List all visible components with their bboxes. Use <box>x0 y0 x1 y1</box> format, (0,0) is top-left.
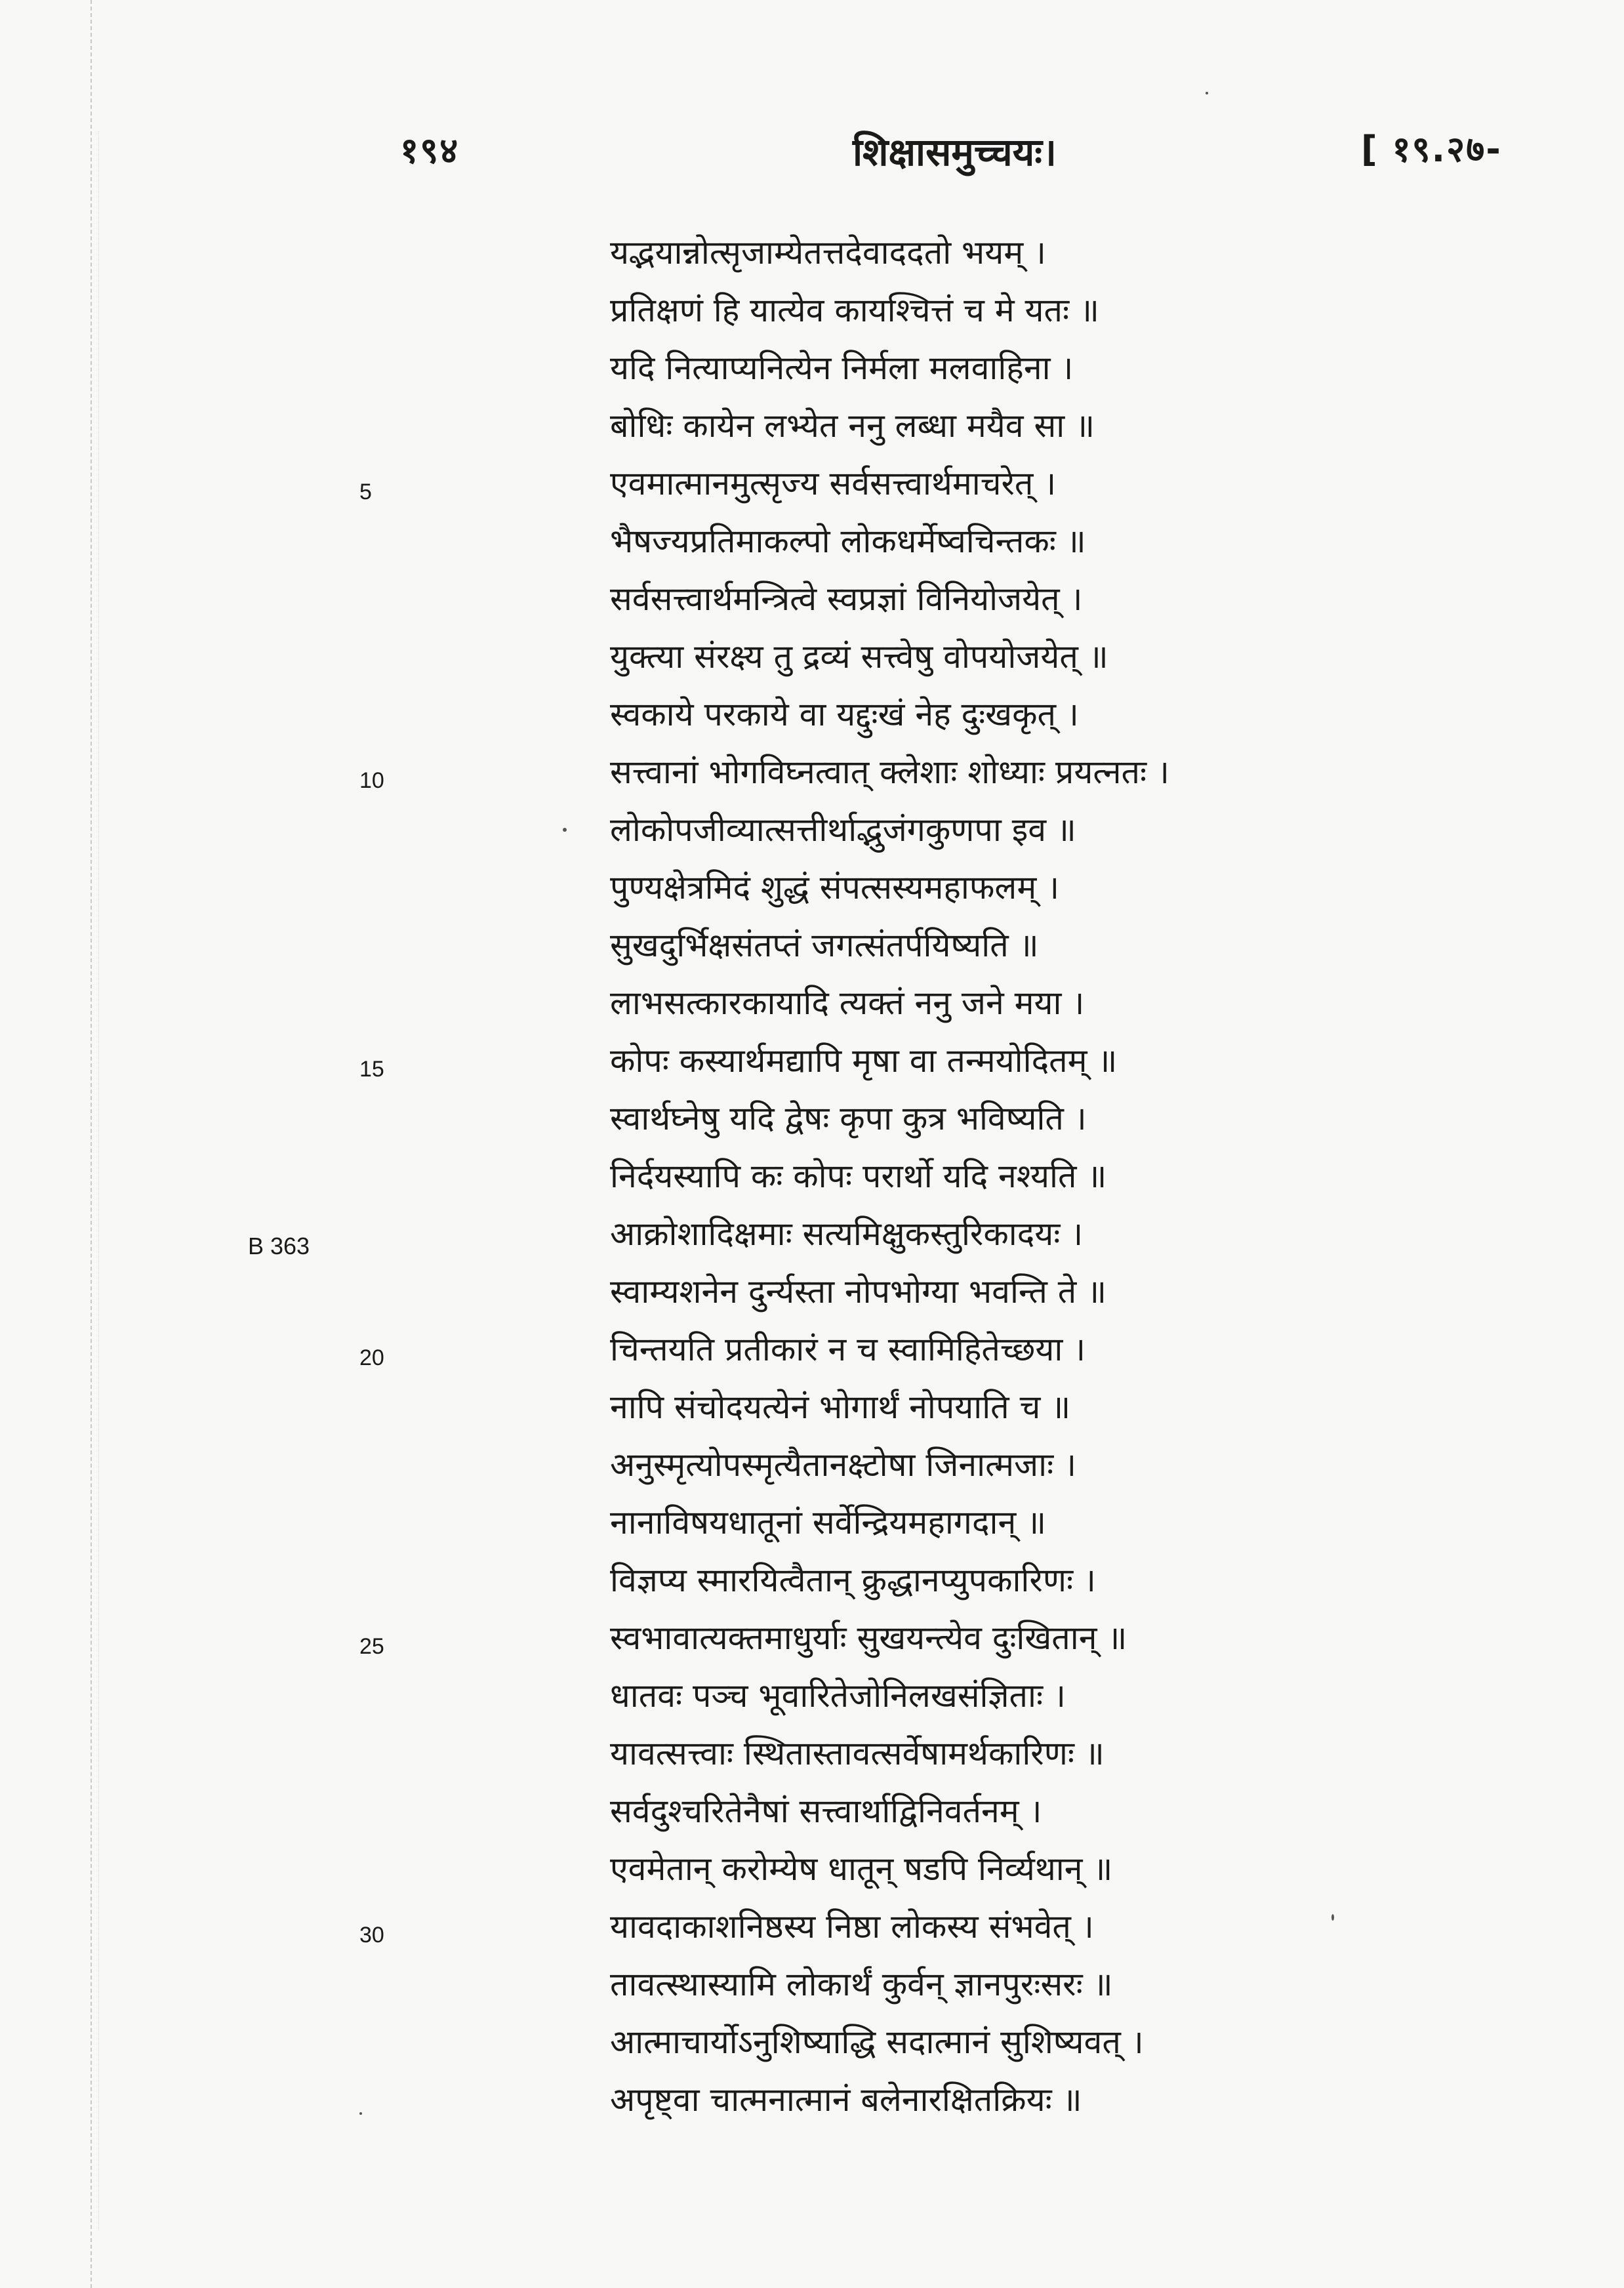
verse-line: स्वकाये परकाये वा यद्दुःखं नेह दुःखकृत् । <box>610 695 1079 733</box>
page-number: १९४ <box>400 130 460 171</box>
line-number: 10 <box>359 768 384 793</box>
line-number: 5 <box>359 480 372 504</box>
verse-line: भैषज्यप्रतिमाकल्पो लोकधर्मेष्वचिन्तकः ॥ <box>610 522 1086 560</box>
verse-line: एवमेतान् करोम्येष धातून् षडपि निर्व्यथान् ॥ <box>610 1850 1113 1888</box>
print-speck <box>1331 1914 1334 1921</box>
verse-line: लाभसत्कारकायादि त्यक्तं ननु जने मया । <box>610 984 1085 1022</box>
verse-line: धातवः पञ्च भूवारितेजोनिलखसंज्ञिताः । <box>610 1677 1066 1715</box>
verse-line: नापि संचोदयत्येनं भोगार्थं नोपयाति च ॥ <box>610 1388 1071 1426</box>
verse-line: कोपः कस्यार्थमद्यापि मृषा वा तन्मयोदितम् ॥ <box>610 1042 1118 1080</box>
verse-line: बोधिः कायेन लभ्येत ननु लब्धा मयैव सा ॥ <box>610 407 1095 445</box>
verse-line: आत्माचार्योऽनुशिष्याद्धि सदात्मानं सुशिष्यवत् । <box>610 2023 1144 2061</box>
verse-line: यद्भयान्नोत्सृजाम्येतत्तदेवाददतो भयम् । <box>610 234 1046 272</box>
verse-line: लोकोपजीव्यात्सत्तीर्थाद्भुजंगकुणपा इव ॥ <box>610 811 1076 849</box>
verse-line: निर्दयस्यापि कः कोपः परार्थो यदि नश्यति ॥ <box>610 1157 1107 1195</box>
verse-line: तावत्स्थास्यामि लोकार्थं कुर्वन् ज्ञानपुरःसरः ॥ <box>610 1965 1113 2003</box>
verse-line: यावत्सत्त्वाः स्थितास्तावत्सर्वेषामर्थकारिणः ॥ <box>610 1734 1105 1772</box>
verse-line: सत्त्वानां भोगविघ्नत्वात् क्लेशाः शोध्याः प्रयत्नतः । <box>610 753 1169 791</box>
line-number: 20 <box>359 1345 384 1370</box>
line-number: 15 <box>359 1057 384 1082</box>
verse-line: स्वाम्यशनेन दुर्न्यस्ता नोपभोग्या भवन्ति ते ॥ <box>610 1273 1107 1311</box>
verse-line: अनुस्मृत्योपस्मृत्यैतानक्ष्टोषा जिनात्मजाः । <box>610 1446 1077 1484</box>
verse-line: यदि नित्याप्यनित्येन निर्मला मलवाहिना । <box>610 349 1074 387</box>
print-speck <box>359 2112 362 2115</box>
line-number: 25 <box>359 1634 384 1659</box>
verse-line: सर्वदुश्चरितेनैषां सत्त्वार्थाद्विनिवर्तनम् । <box>610 1792 1042 1830</box>
verse-line: स्वार्थघ्नेषु यदि द्वेषः कृपा कुत्र भविष्यति । <box>610 1099 1087 1137</box>
line-number: 30 <box>359 1923 384 1948</box>
verse-line: चिन्तयति प्रतीकारं न च स्वामिहितेच्छया । <box>610 1330 1086 1368</box>
verse-line: यावदाकाशनिष्ठस्य निष्ठा लोकस्य संभवेत् । <box>610 1908 1094 1946</box>
verse-line: पुण्यक्षेत्रमिदं शुद्धं संपत्सस्यमहाफलम् । <box>610 868 1060 907</box>
verse-line: युक्त्या संरक्ष्य तु द्रव्यं सत्त्वेषु वोपयोजयेत् ॥ <box>610 638 1108 676</box>
print-speck <box>563 828 567 832</box>
verse-line: नानाविषयधातूनां सर्वेन्द्रियमहागदान् ॥ <box>610 1503 1047 1542</box>
verse-line: आक्रोशादिक्षमाः सत्यमिक्षुकस्तुरिकादयः । <box>610 1215 1084 1253</box>
verse-reference: [ १९.२७- <box>1361 129 1502 170</box>
margin-reference: B 363 <box>248 1233 310 1259</box>
verse-line: एवमात्मानमुत्सृज्य सर्वसत्त्वार्थमाचरेत् । <box>610 464 1057 502</box>
verse-line: प्रतिक्षणं हि यात्येव कायश्चित्तं च मे यतः ॥ <box>610 291 1099 329</box>
running-title: शिक्षासमुच्चयः। <box>853 130 1057 174</box>
verse-line: विज्ञप्य स्मारयित्वैतान् क्रुद्धानप्युपकारिणः । <box>610 1561 1096 1599</box>
verse-line: सुखदुर्भिक्षसंतप्तं जगत्संतर्पयिष्यति ॥ <box>610 926 1039 964</box>
verse-line: सर्वसत्त्वार्थमन्त्रित्वे स्वप्रज्ञां विनियोजयेत् । <box>610 580 1083 618</box>
print-speck <box>1206 92 1208 94</box>
verse-line: अपृष्ट्वा चात्मनात्मानं बलेनारक्षितक्रियः ॥ <box>610 2081 1082 2119</box>
verse-line: स्वभावात्यक्तमाधुर्याः सुखयन्त्येव दुःखितान् ॥ <box>610 1619 1127 1657</box>
